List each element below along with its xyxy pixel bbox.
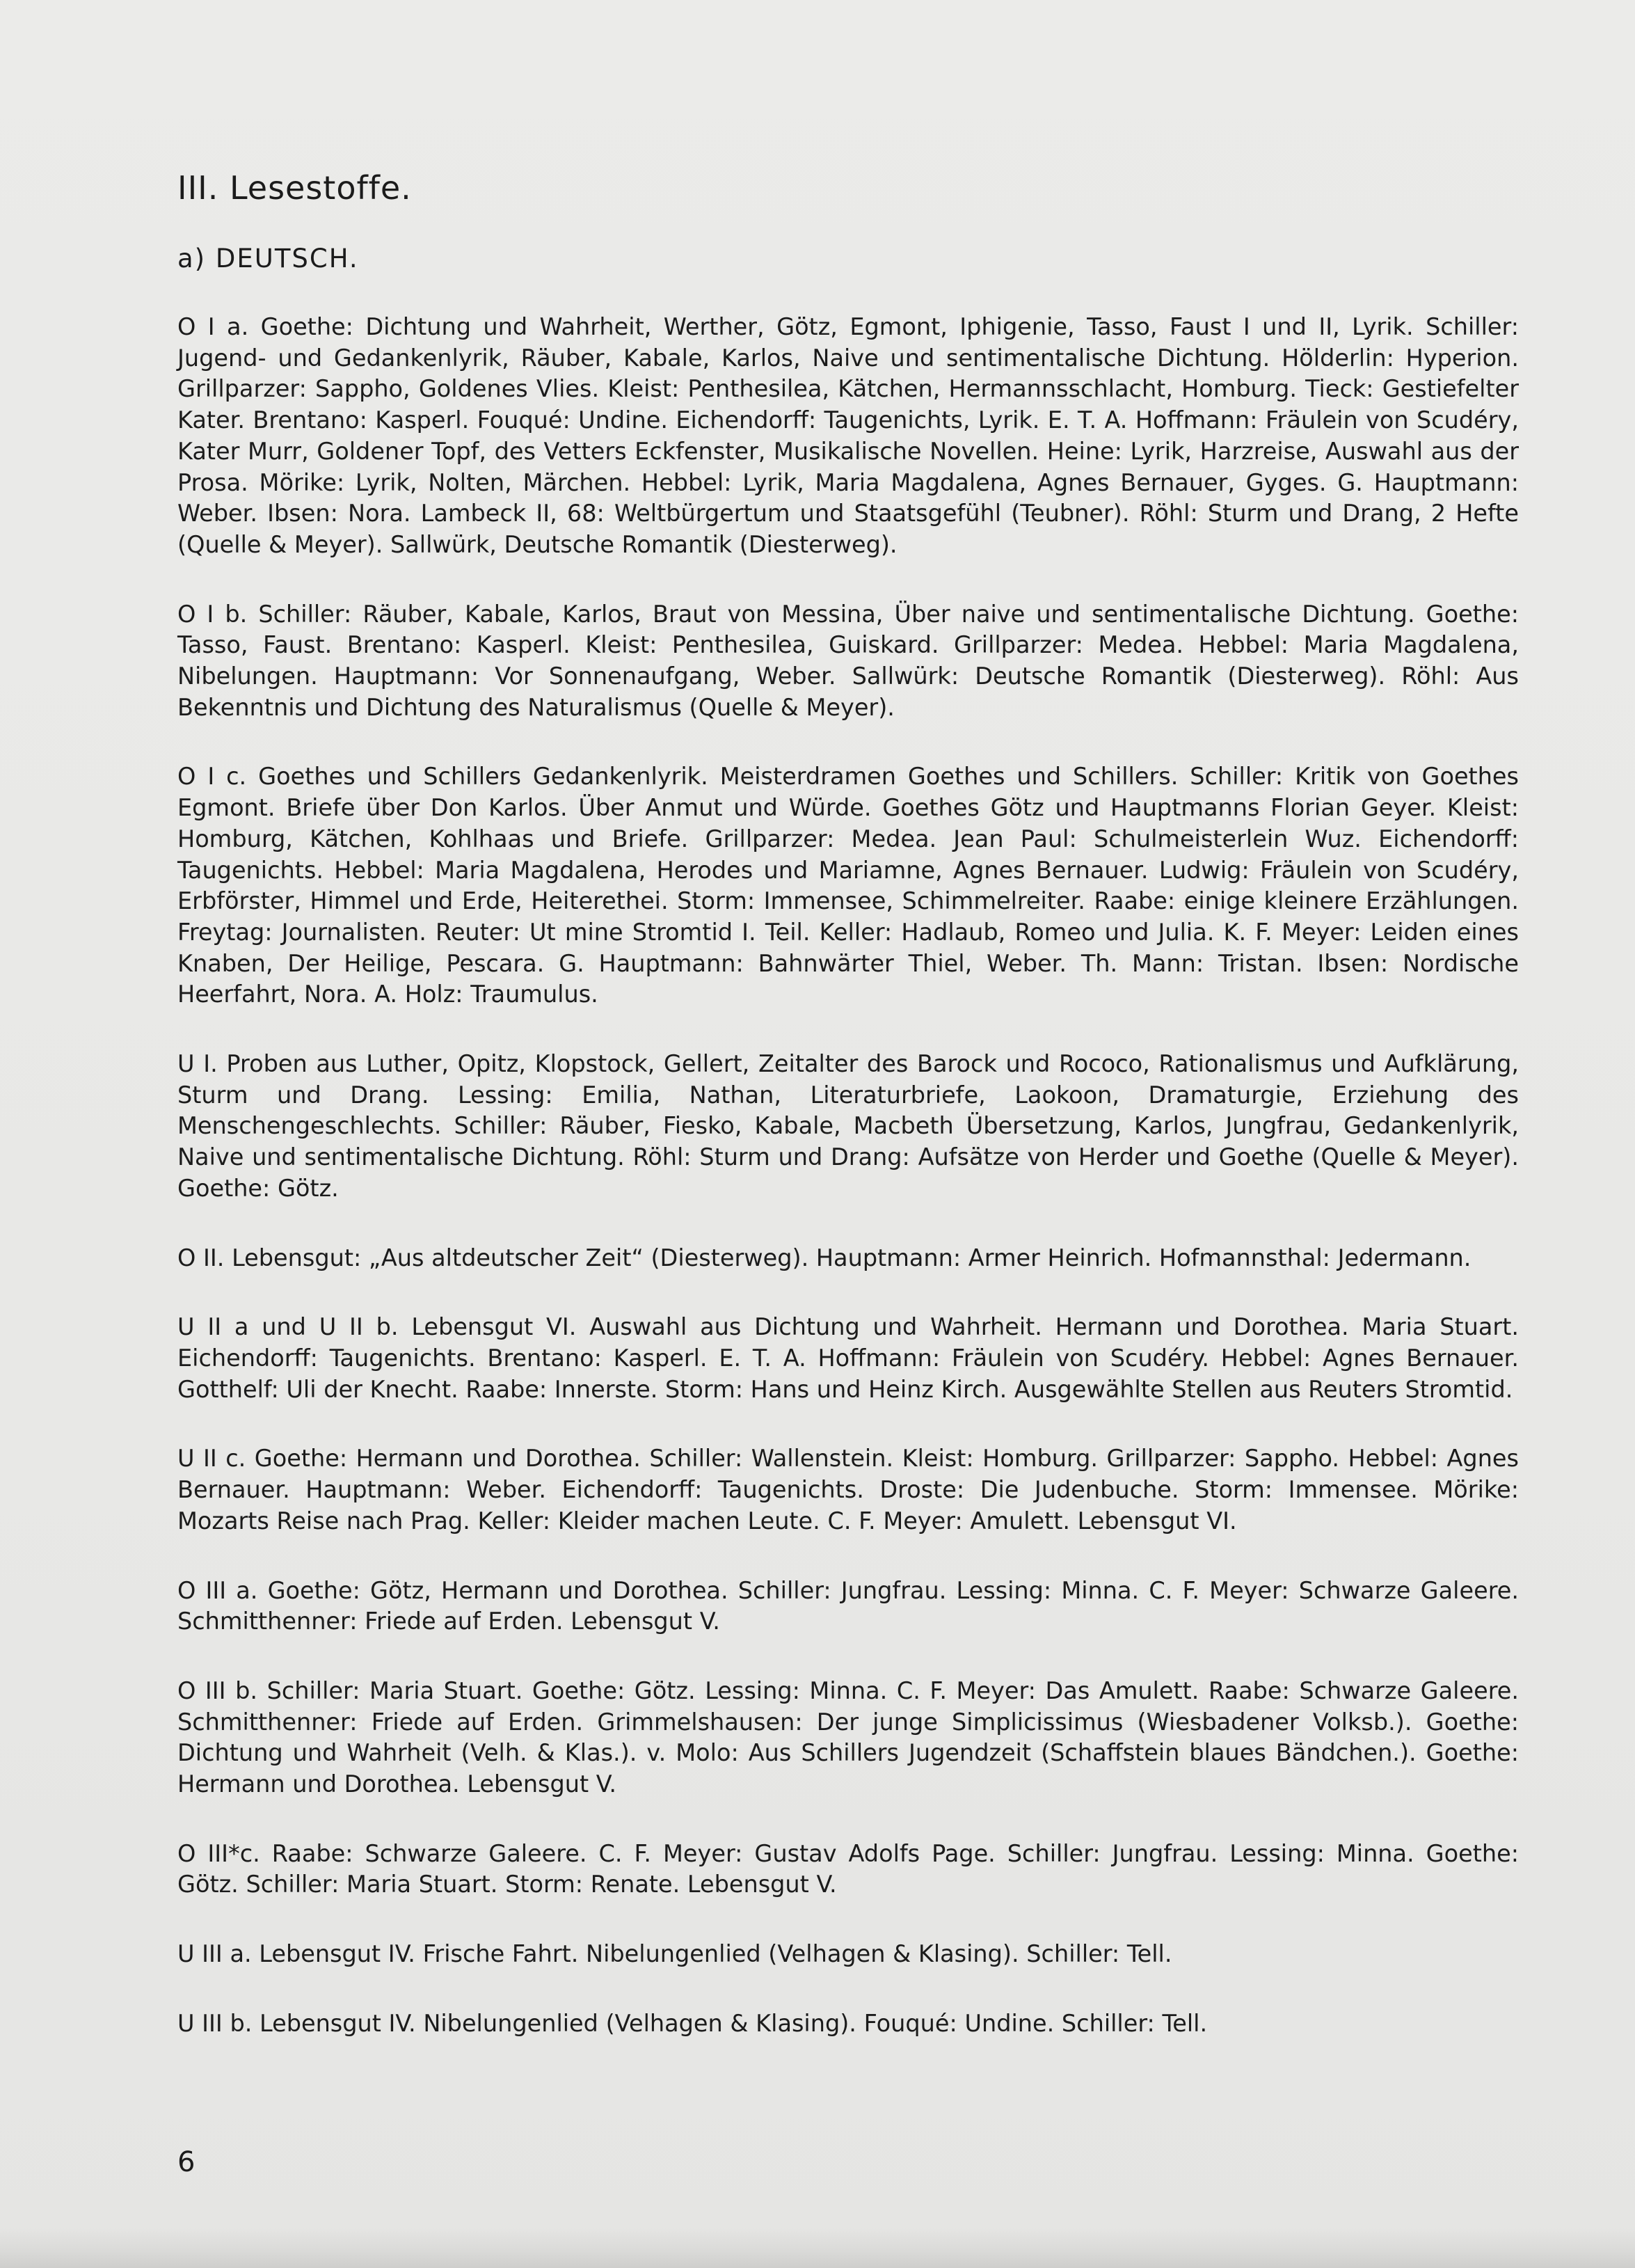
language-subheading: a) DEUTSCH.	[177, 244, 359, 273]
class-entry-u3a: U III a. Lebensgut IV. Frische Fahrt. Nibelungenlied (Velhagen & Klasing). Schiller: Tell.	[177, 1940, 1172, 1968]
page-content	[177, 166, 1519, 2040]
class-entry-u3b: U III b. Lebensgut IV. Nibelungenlied (Velhagen & Klasing). Fouqué: Undine. Schiller: Tell.	[177, 2009, 1208, 2037]
reading-list	[177, 312, 1519, 2040]
class-entry-o2: O II. Lebensgut: „Aus altdeutscher Zeit“ (Diesterweg). Hauptmann: Armer Heinrich. Hofmannsthal: Jedermann.	[177, 1244, 1472, 1271]
page-bottom-shadow	[0, 2228, 1635, 2268]
section-heading: III. Lesestoffe.	[177, 169, 412, 207]
class-entry-u2c: U II c. Goethe: Hermann und Dorothea. Schiller: Wallenstein. Kleist: Homburg. Grillparzer: Sappho. Hebbel: Agnes Bernauer. Hauptmann: Weber. Eichendorff: Taugenichts. Droste: Die Judenbuche. Storm: Immensee. Mörike: Mozarts Reise nach Prag. Keller: Kleider machen Leute. C. F. Meyer: Amulett. Lebensgut VI.	[177, 1445, 1519, 1535]
class-entry-o3a: O III a. Goethe: Götz, Hermann und Dorothea. Schiller: Jungfrau. Lessing: Minna. C. F. Meyer: Schwarze Galeere. Schmitthenner: Friede auf Erden. Lebensgut V.	[177, 1576, 1519, 1635]
class-entry-o3c: O III*c. Raabe: Schwarze Galeere. C. F. Meyer: Gustav Adolfs Page. Schiller: Jungfrau. Lessing: Minna. Goethe: Götz. Schiller: Maria Stuart. Storm: Renate. Lebensgut V.	[177, 1839, 1519, 1898]
class-entry-u2a-u2b: U II a und U II b. Lebensgut VI. Auswahl aus Dichtung und Wahrheit. Hermann und Dorothea. Maria Stuart. Eichendorff: Taugenichts. Brentano: Kasperl. E. T. A. Hoffmann: Fräulein von Scudéry. Hebbel: Agnes Bernauer. Gotthelf: Uli der Knecht. Raabe: Innerste. Storm: Hans und Heinz Kirch. Ausgewählte Stellen aus Reuters Stromtid.	[177, 1313, 1519, 1403]
class-entry-o1b: O I b. Schiller: Räuber, Kabale, Karlos, Braut von Messina, Über naive und sentimentalische Dichtung. Goethe: Tasso, Faust. Brentano: Kasperl. Kleist: Penthesilea, Guiskard. Grillparzer: Medea. Hebbel: Maria Magdalena, Nibelungen. Hauptmann: Vor Sonnenaufgang, Weber. Sallwürk: Deutsche Romantik (Diesterweg). Röhl: Aus Bekenntnis und Dichtung des Naturalismus (Quelle & Meyer).	[177, 600, 1519, 721]
class-entry-o1c: O I c. Goethes und Schillers Gedankenlyrik. Meisterdramen Goethes und Schillers. Schiller: Kritik von Goethes Egmont. Briefe über Don Karlos. Über Anmut und Würde. Goethes Götz und Hauptmanns Florian Geyer. Kleist: Homburg, Kätchen, Kohlhaas und Briefe. Grillparzer: Medea. Jean Paul: Schulmeisterlein Wuz. Eichendorff: Taugenichts. Hebbel: Maria Magdalena, Herodes und Mariamne, Agnes Bernauer. Ludwig: Fräulein von Scudéry, Erbförster, Himmel und Erde, Heiterethei. Storm: Immensee, Schimmelreiter. Raabe: einige kleinere Erzählungen. Freytag: Journalisten. Reuter: Ut mine Stromtid I. Teil. Keller: Hadlaub, Romeo und Julia. K. F. Meyer: Leiden eines Knaben, Der Heilige, Pescara. G. Hauptmann: Bahnwärter Thiel, Weber. Th. Mann: Tristan. Ibsen: Nordische Heerfahrt, Nora. A. Holz: Traumulus.	[177, 763, 1519, 1008]
class-entry-o3b: O III b. Schiller: Maria Stuart. Goethe: Götz. Lessing: Minna. C. F. Meyer: Das Amulett. Raabe: Schwarze Galeere. Schmitthenner: Friede auf Erden. Grimmelshausen: Der junge Simplicissimus (Wiesbadener Volksb.). Goethe: Dichtung und Wahrheit (Velh. & Klas.). v. Molo: Aus Schillers Jugendzeit (Schaffstein blaues Bändchen.). Goethe: Hermann und Dorothea. Lebensgut V.	[177, 1676, 1519, 1798]
class-entry-u1: U I. Proben aus Luther, Opitz, Klopstock, Gellert, Zeitalter des Barock und Rococo, Rationalismus und Aufklärung, Sturm und Drang. Lessing: Emilia, Nathan, Literaturbriefe, Laokoon, Dramaturgie, Erziehung des Menschengeschlechts. Schiller: Räuber, Fiesko, Kabale, Macbeth Übersetzung, Karlos, Jungfrau, Gedankenlyrik, Naive und sentimentalische Dichtung. Röhl: Sturm und Drang: Aufsätze von Herder und Goethe (Quelle & Meyer). Goethe: Götz.	[177, 1050, 1519, 1202]
page-number: 6	[177, 2146, 196, 2178]
class-entry-o1a: O I a. Goethe: Dichtung und Wahrheit, Werther, Götz, Egmont, Iphigenie, Tasso, Faust I und II, Lyrik. Schiller: Jugend- und Gedankenlyrik, Räuber, Kabale, Karlos, Naive und sentimentalische Dichtung. Hölderlin: Hyperion. Grillparzer: Sappho, Goldenes Vlies. Kleist: Penthesilea, Kätchen, Hermannsschlacht, Homburg. Tieck: Gestiefelter Kater. Brentano: Kasperl. Fouqué: Undine. Eichendorff: Taugenichts, Lyrik. E. T. A. Hoffmann: Fräulein von Scudéry, Kater Murr, Goldener Topf, des Vetters Eckfenster, Musikalische Novellen. Heine: Lyrik, Harzreise, Auswahl aus der Prosa. Mörike: Lyrik, Nolten, Märchen. Hebbel: Lyrik, Maria Magdalena, Agnes Bernauer, Gyges. G. Hauptmann: Weber. Ibsen: Nora. Lambeck II, 68: Weltbürgertum und Staatsgefühl (Teubner). Röhl: Sturm und Drang, 2 Hefte (Quelle & Meyer). Sallwürk, Deutsche Romantik (Diesterweg).	[177, 313, 1519, 558]
